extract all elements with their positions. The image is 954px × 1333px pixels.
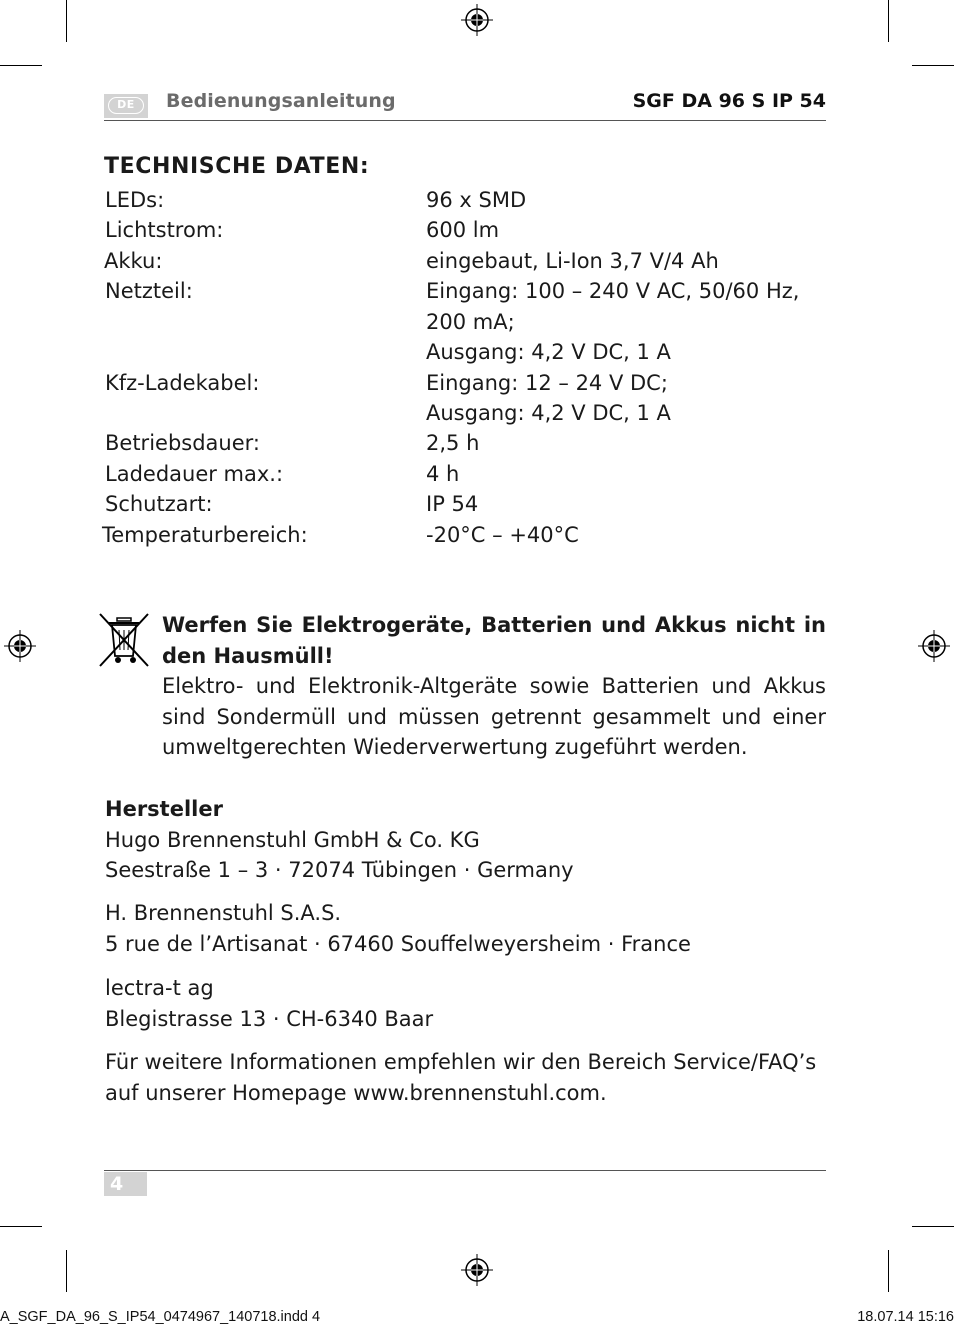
spec-label: Netzteil: (105, 279, 193, 303)
manufacturer-company: lectra-t ag (105, 976, 214, 1000)
info-line: Für weitere Informationen empfehlen wir den Bereich Service/FAQ’s (105, 1050, 817, 1074)
header-divider (104, 120, 826, 121)
spec-value: Ausgang: 4,2 V DC, 1 A (426, 401, 671, 425)
manufacturer-block-1 (105, 794, 835, 886)
info-line: auf unserer Homepage www.brennenstuhl.com. (105, 1080, 607, 1105)
spec-label: Akku: (104, 249, 163, 273)
manufacturer-company: H. Brennenstuhl S.A.S. (105, 901, 342, 925)
spec-label: Temperaturbereich: (102, 523, 308, 547)
disposal-notice (162, 610, 826, 763)
crop-mark (0, 1226, 42, 1227)
spec-value: Ausgang: 4,2 V DC, 1 A (426, 340, 671, 364)
spec-value: 2,5 h (426, 431, 480, 455)
disposal-headline: Werfen Sie Elektrogeräte, Batterien und Akkus nicht in den Hausmüll! (162, 613, 826, 668)
page-number: 4 (104, 1172, 147, 1196)
spec-value: 4 h (426, 462, 460, 486)
registration-mark-icon (461, 4, 493, 36)
spec-label: Schutzart: (105, 492, 213, 516)
spec-label: LEDs: (105, 188, 165, 212)
crop-mark (912, 65, 954, 66)
spec-value: Eingang: 100 – 240 V AC, 50/60 Hz, (426, 279, 800, 303)
section-title-tech: TECHNISCHE DATEN: (104, 154, 370, 179)
spec-label: Betriebsdauer: (105, 431, 260, 455)
manufacturer-heading: Hersteller (105, 797, 223, 821)
spec-value: 200 mA; (426, 310, 515, 334)
slug-date: 18.07.14 15:16 (857, 1309, 954, 1325)
crop-mark (0, 65, 42, 66)
manufacturer-address: Seestraße 1 – 3 · 72074 Tübingen · Germany (105, 858, 574, 882)
registration-mark-icon (4, 630, 36, 662)
spec-value: 96 x SMD (426, 188, 527, 212)
spec-value: IP 54 (426, 492, 479, 516)
header-title: Bedienungsanleitung (166, 90, 396, 112)
crop-mark (888, 1250, 889, 1292)
disposal-body: Elektro- und Elektronik-Altgeräte sowie Batterien und Akkus sind Sondermüll und müssen getrennt gesammelt und einer umweltgerechten Wiederverwertung zugeführt werden. (162, 674, 826, 759)
registration-mark-icon (461, 1254, 493, 1286)
crossed-out-wheelie-bin-icon (98, 612, 150, 668)
crop-mark (66, 1250, 67, 1292)
spec-label: Lichtstrom: (105, 218, 224, 242)
spec-value: 600 lm (426, 218, 500, 242)
spec-value: -20°C – +40°C (426, 523, 579, 547)
manufacturer-address: Blegistrasse 13 · CH-6340 Baar (105, 1006, 434, 1031)
slug-filename: A_SGF_DA_96_S_IP54_0474967_140718.indd 4 (0, 1309, 321, 1325)
language-label: DE (108, 97, 144, 114)
footer-divider (104, 1170, 826, 1171)
spec-value: eingebaut, Li-Ion 3,7 V/4 Ah (426, 249, 719, 273)
manufacturer-company: Hugo Brennenstuhl GmbH & Co. KG (105, 827, 480, 852)
manufacturer-address: 5 rue de l’Artisanat · 67460 Souffelweyersheim · France (105, 931, 691, 956)
spec-value: Eingang: 12 – 24 V DC; (426, 371, 668, 395)
info-block (105, 1047, 835, 1108)
header-model: SGF DA 96 S IP 54 (632, 90, 826, 112)
spec-label: Kfz-Ladekabel: (105, 371, 260, 395)
manufacturer-block-3 (105, 973, 835, 1034)
crop-mark (66, 0, 67, 42)
crop-mark (912, 1226, 954, 1227)
spec-label: Ladedauer max.: (105, 462, 284, 486)
crop-mark (888, 0, 889, 42)
registration-mark-icon (918, 630, 950, 662)
manufacturer-block-2 (105, 898, 835, 959)
